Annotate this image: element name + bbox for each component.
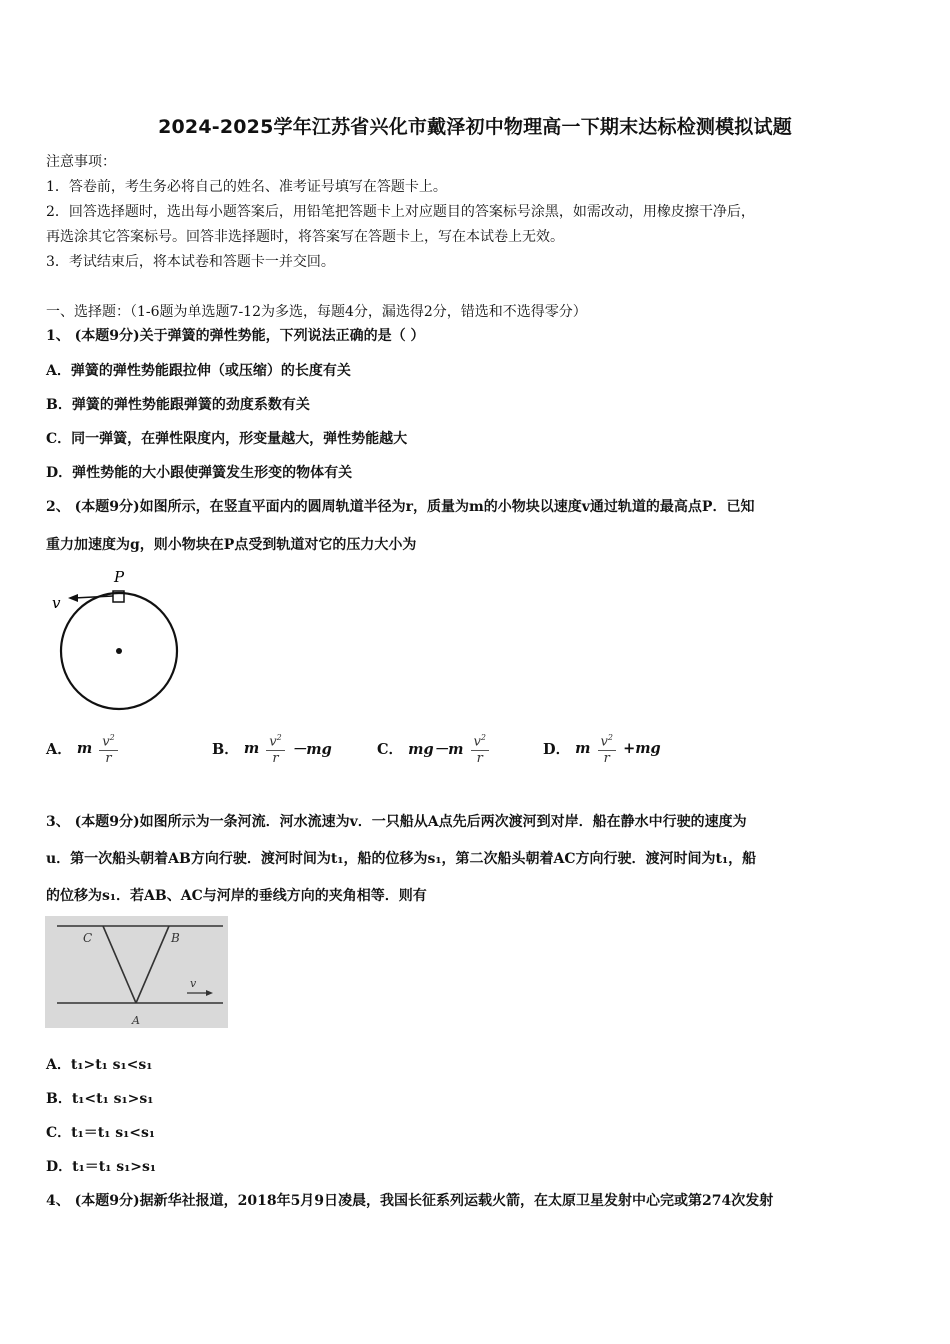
section-heading: 一、选择题：（1-6题为单选题7-12为多选，每题4分，漏选得2分，错选和不选得零分） (46, 304, 587, 320)
q2-option-c: C． mg－m $\frac{v^2}{r}$ (377, 730, 491, 767)
page-title: 2024-2025学年江苏省兴化市戴泽初中物理高一下期末达标检测模拟试题 (158, 116, 792, 138)
notice-item-3: 3．考试结束后，将本试卷和答题卡一并交回。 (46, 254, 335, 270)
river-crossing-figure (45, 916, 228, 1028)
notice-item-2-cont: 再选涂其它答案标号。回答非选择题时，将答案写在答题卡上，写在本试卷上无效。 (46, 229, 564, 245)
q2-stem-line2: 重力加速度为g，则小物块在P点受到轨道对它的压力大小为 (46, 537, 417, 553)
fraction-v2-over-r: $\frac{v^2}{r}$ (99, 730, 117, 767)
label-c: C (83, 931, 93, 945)
q3-stem-line3: 的位移为s₁．若AB、AC与河岸的垂线方向的夹角相等．则有 (46, 888, 427, 904)
label-v: v (52, 594, 61, 612)
notice-item-2: 2．回答选择题时，选出每小题答案后，用铅笔把答题卡上对应题目的答案标号涂黑，如需改动，用橡皮擦干净后， (46, 204, 755, 220)
q3-option-d: D．t₁＝t₁ s₁>s₁ (46, 1159, 156, 1175)
q2-option-a: A． m $\frac{v^2}{r}$ (46, 730, 120, 767)
fraction-v2-over-r: $\frac{v^2}{r}$ (266, 730, 284, 767)
velocity-arrowhead (68, 594, 78, 602)
label-v: v (190, 977, 197, 990)
label-a: A (132, 1014, 140, 1027)
notice-item-1: 1．答卷前，考生务必将自己的姓名、准考证号填写在答题卡上。 (46, 179, 447, 195)
q1-option-c: C．同一弹簧，在弹性限度内，形变量越大，弹性势能越大 (46, 431, 408, 447)
q3-stem-line2: u．第一次船头朝着AB方向行驶．渡河时间为t₁，船的位移为s₁，第二次船头朝着AC方向行驶．渡河时间为t₁，船 (46, 851, 757, 867)
q1-option-d: D．弹性势能的大小跟使弹簧发生形变的物体有关 (46, 465, 353, 481)
q2-option-b: B． m $\frac{v^2}{r}$ －mg (212, 730, 332, 767)
q1-option-a: A．弹簧的弹性势能跟拉伸（或压缩）的长度有关 (46, 363, 351, 379)
q3-option-b: B．t₁<t₁ s₁>s₁ (46, 1091, 154, 1107)
fraction-v2-over-r: $\frac{v^2}{r}$ (598, 730, 616, 767)
track-center-dot (116, 648, 122, 654)
q3-stem-line1: 3、 (本题9分)如图所示为一条河流．河水流速为v．一只船从A点先后两次渡河到对岸．船在静水中行驶的速度为 (46, 814, 747, 830)
circular-track-figure (46, 566, 186, 711)
notice-heading: 注意事项： (46, 154, 116, 170)
q3-option-a: A．t₁>t₁ s₁<s₁ (46, 1057, 153, 1073)
velocity-arrow (74, 596, 113, 598)
figure-background (45, 916, 228, 1028)
fraction-v2-over-r: $\frac{v^2}{r}$ (471, 730, 489, 767)
q1-stem: 1、 (本题9分)关于弹簧的弹性势能，下列说法正确的是（ ） (46, 328, 425, 344)
q2-stem-line1: 2、 (本题9分)如图所示，在竖直平面内的圆周轨道半径为r，质量为m的小物块以速度v通过轨道的最高点P．已知 (46, 499, 755, 515)
q2-option-d: D． m $\frac{v^2}{r}$ +mg (543, 730, 661, 767)
q1-option-b: B．弹簧的弹性势能跟弹簧的劲度系数有关 (46, 397, 310, 413)
label-p: P (114, 568, 125, 586)
label-b: B (171, 931, 180, 945)
q3-option-c: C．t₁＝t₁ s₁<s₁ (46, 1125, 155, 1141)
q4-stem-line1: 4、 (本题9分)据新华社报道，2018年5月9日凌晨，我国长征系列运载火箭，在太原卫星发射中心完或第274次发射 (46, 1193, 774, 1209)
